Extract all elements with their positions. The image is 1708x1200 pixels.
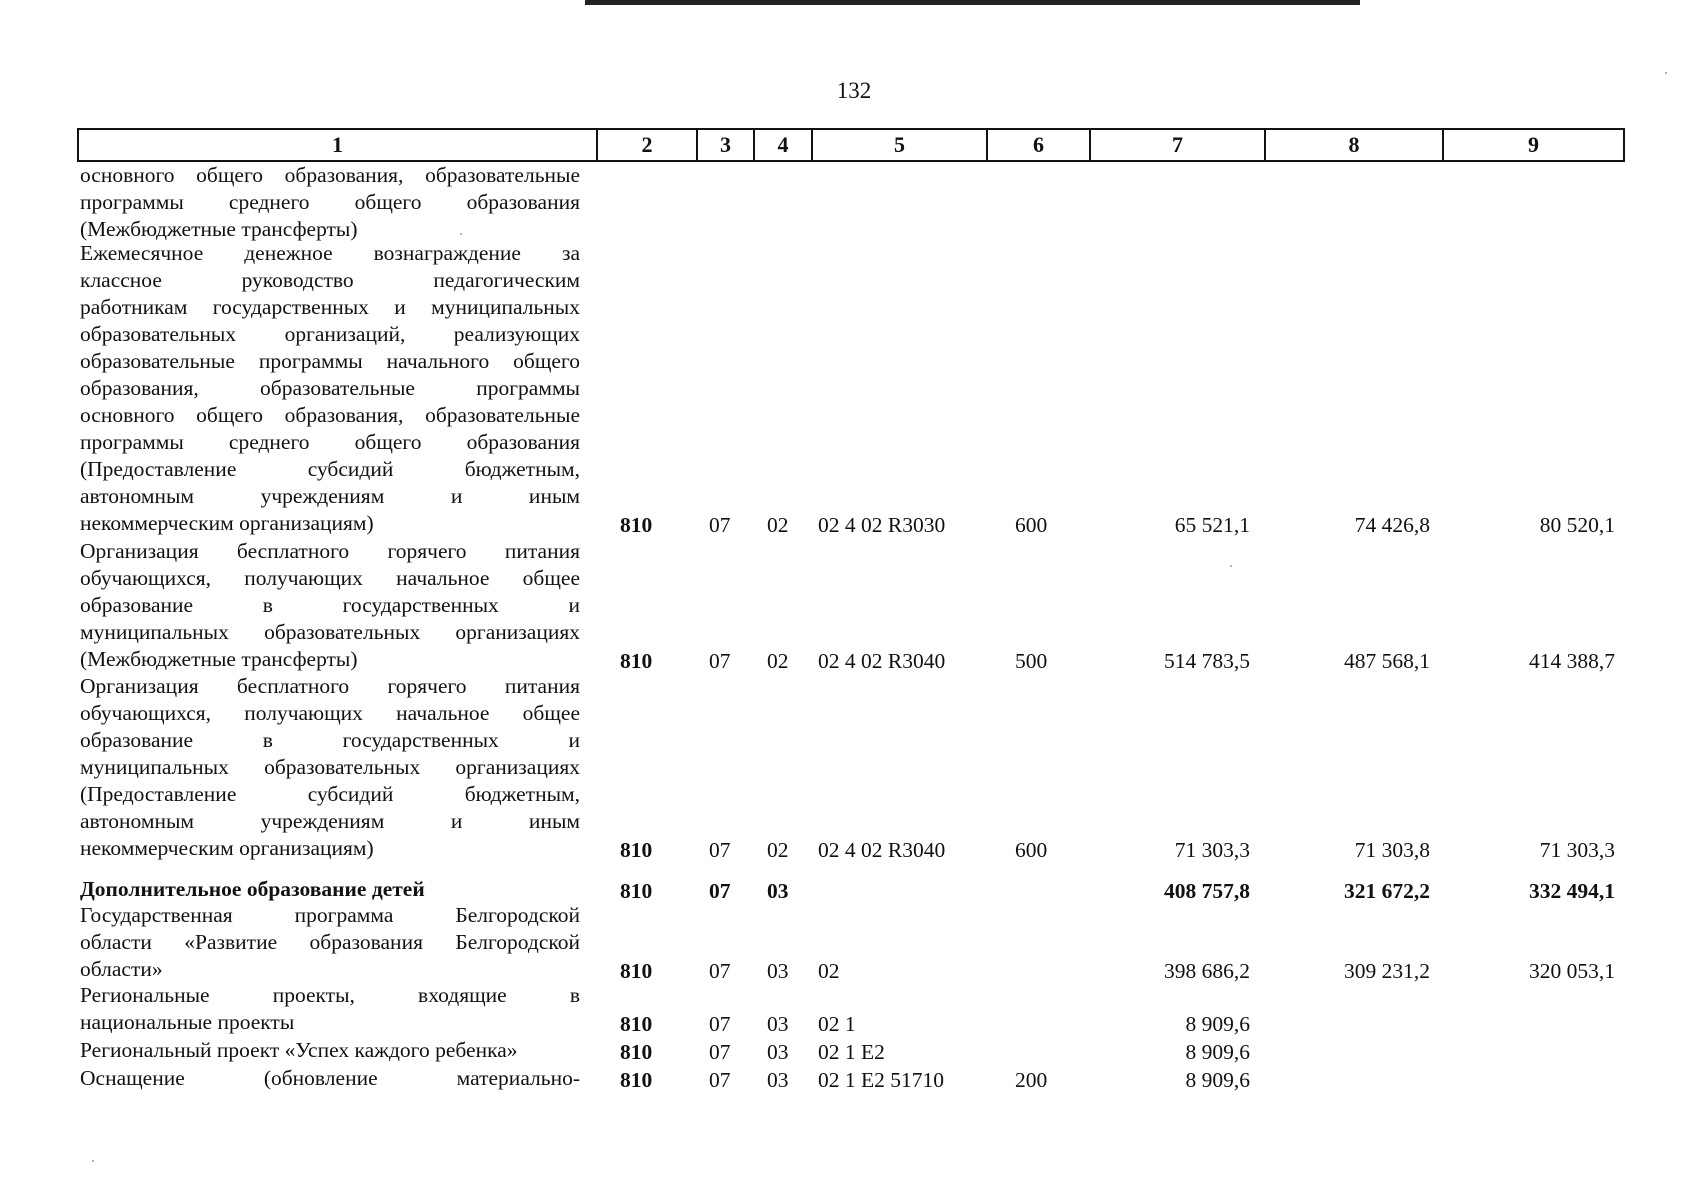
description-line: Организация бесплатного горячего питания [80, 539, 580, 563]
description-line: автономным учреждениям и иным [80, 484, 580, 508]
row-description [80, 1065, 580, 1092]
description-line: Государственная программа Белгородской [80, 903, 580, 927]
cell-col-2: 810 [620, 1068, 653, 1092]
header-col-4: 4 [755, 130, 813, 160]
row-description [80, 982, 580, 1036]
description-line: муниципальных образовательных организациях [80, 620, 580, 644]
top-rule [585, 0, 1360, 5]
cell-col-2: 810 [620, 1040, 653, 1064]
row-description [80, 902, 580, 983]
page-number: 132 [836, 78, 872, 103]
cell-col-5: 02 1 E2 [818, 1040, 885, 1064]
description-line: области» [80, 957, 163, 981]
description-line: обучающихся, получающих начальное общее [80, 701, 580, 725]
header-col-5: 5 [813, 130, 988, 160]
cell-col-4: 03 [767, 879, 789, 903]
cell-col-5: 02 4 02 R3040 [818, 649, 946, 673]
description-line: образования, образовательные программы [80, 376, 580, 400]
description-line: (Межбюджетные трансферты) [80, 647, 358, 671]
description-line: Оснащение (обновление материально- [80, 1066, 580, 1090]
description-line: обучающихся, получающих начальное общее [80, 566, 580, 590]
scan-speck [92, 1160, 94, 1162]
cell-col-4: 02 [767, 649, 789, 673]
cell-col-7: 514 783,5 [1164, 649, 1250, 673]
cell-col-9: 320 053,1 [1529, 959, 1615, 983]
cell-col-6: 200 [1015, 1068, 1048, 1092]
header-col-8: 8 [1266, 130, 1444, 160]
description-line: некоммерческим организациям) [80, 511, 374, 535]
cell-col-7: 408 757,8 [1164, 879, 1250, 903]
row-description [80, 1037, 580, 1064]
cell-col-3: 07 [709, 649, 731, 673]
header-col-2: 2 [598, 130, 698, 160]
cell-col-6: 600 [1015, 838, 1048, 862]
description-line: программы среднего общего образования [80, 430, 580, 454]
cell-col-9: 414 388,7 [1529, 649, 1615, 673]
cell-col-4: 03 [767, 1040, 789, 1064]
cell-col-8: 309 231,2 [1344, 959, 1430, 983]
description-line: работникам государственных и муниципальных [80, 295, 580, 319]
row-description [80, 673, 580, 862]
description-line: Ежемесячное денежное вознаграждение за [80, 241, 580, 265]
cell-col-2: 810 [620, 838, 653, 862]
header-col-9: 9 [1528, 132, 1539, 157]
cell-col-4: 03 [767, 1012, 789, 1036]
cell-col-2: 810 [620, 1012, 653, 1036]
description-line: национальные проекты [80, 1010, 295, 1034]
description-line: (Предоставление субсидий бюджетным, [80, 782, 580, 806]
cell-col-3: 07 [709, 513, 731, 537]
cell-col-5: 02 [818, 959, 840, 983]
cell-col-2: 810 [620, 513, 653, 537]
cell-col-3: 07 [709, 959, 731, 983]
description-line: классное руководство педагогическим [80, 268, 580, 292]
cell-col-5: 02 4 02 R3040 [818, 838, 946, 862]
cell-col-8: 487 568,1 [1344, 649, 1430, 673]
header-col-7: 7 [1091, 130, 1266, 160]
description-line: области «Развитие образования Белгородской [80, 930, 580, 954]
header-col-1: 1 [79, 130, 598, 160]
cell-col-4: 03 [767, 959, 789, 983]
description-line: Региональные проекты, входящие в [80, 983, 580, 1007]
cell-col-8: 321 672,2 [1344, 879, 1430, 903]
table-header [77, 128, 1625, 162]
description-line: основного общего образования, образовательные [80, 163, 580, 187]
cell-col-5: 02 4 02 R3030 [818, 513, 946, 537]
cell-col-8: 74 426,8 [1354, 513, 1430, 537]
cell-col-3: 07 [709, 1040, 731, 1064]
description-line: программы среднего общего образования [80, 190, 580, 214]
description-line: некоммерческим организациям) [80, 836, 374, 860]
cell-col-3: 07 [709, 1012, 731, 1036]
description-line: образование в государственных и [80, 593, 580, 617]
cell-col-2: 810 [620, 649, 653, 673]
description-line: Региональный проект «Успех каждого ребенка» [80, 1038, 518, 1062]
cell-col-4: 02 [767, 513, 789, 537]
description-line: автономным учреждениям и иным [80, 809, 580, 833]
description-line: Организация бесплатного горячего питания [80, 674, 580, 698]
cell-col-6: 500 [1015, 649, 1048, 673]
row-description [80, 876, 580, 903]
cell-col-7: 8 909,6 [1185, 1012, 1250, 1036]
cell-col-5: 02 1 E2 51710 [818, 1068, 945, 1092]
cell-col-8: 71 303,8 [1354, 838, 1430, 862]
cell-col-7: 8 909,6 [1185, 1040, 1250, 1064]
description-line: основного общего образования, образовательные [80, 403, 580, 427]
cell-col-2: 810 [620, 879, 653, 903]
row-description [80, 538, 580, 673]
cell-col-3: 07 [709, 838, 731, 862]
scan-speck [460, 233, 462, 235]
cell-col-3: 07 [709, 1068, 731, 1092]
cell-col-7: 398 686,2 [1164, 959, 1250, 983]
row-description [80, 240, 580, 537]
description-line: образование в государственных и [80, 728, 580, 752]
cell-col-9: 80 520,1 [1539, 513, 1615, 537]
cell-col-7: 8 909,6 [1185, 1068, 1250, 1092]
cell-col-7: 65 521,1 [1174, 513, 1250, 537]
header-col-3: 3 [698, 130, 755, 160]
description-line: (Межбюджетные трансферты) [80, 217, 358, 241]
cell-col-7: 71 303,3 [1174, 838, 1250, 862]
cell-col-3: 07 [709, 879, 731, 903]
cell-col-9: 332 494,1 [1529, 879, 1615, 903]
description-line: Дополнительное образование детей [80, 877, 425, 901]
description-line: образовательные программы начального общего [80, 349, 580, 373]
scan-speck [1665, 72, 1667, 74]
description-line: муниципальных образовательных организациях [80, 755, 580, 779]
cell-col-4: 02 [767, 838, 789, 862]
header-col-6: 6 [988, 130, 1091, 160]
description-line: образовательных организаций, реализующих [80, 322, 580, 346]
cell-col-2: 810 [620, 959, 653, 983]
cell-col-6: 600 [1015, 513, 1048, 537]
row-description [80, 162, 580, 243]
cell-col-5: 02 1 [818, 1012, 856, 1036]
scan-speck [1230, 565, 1232, 567]
cell-col-9: 71 303,3 [1539, 838, 1615, 862]
cell-col-4: 03 [767, 1068, 789, 1092]
description-line: (Предоставление субсидий бюджетным, [80, 457, 580, 481]
